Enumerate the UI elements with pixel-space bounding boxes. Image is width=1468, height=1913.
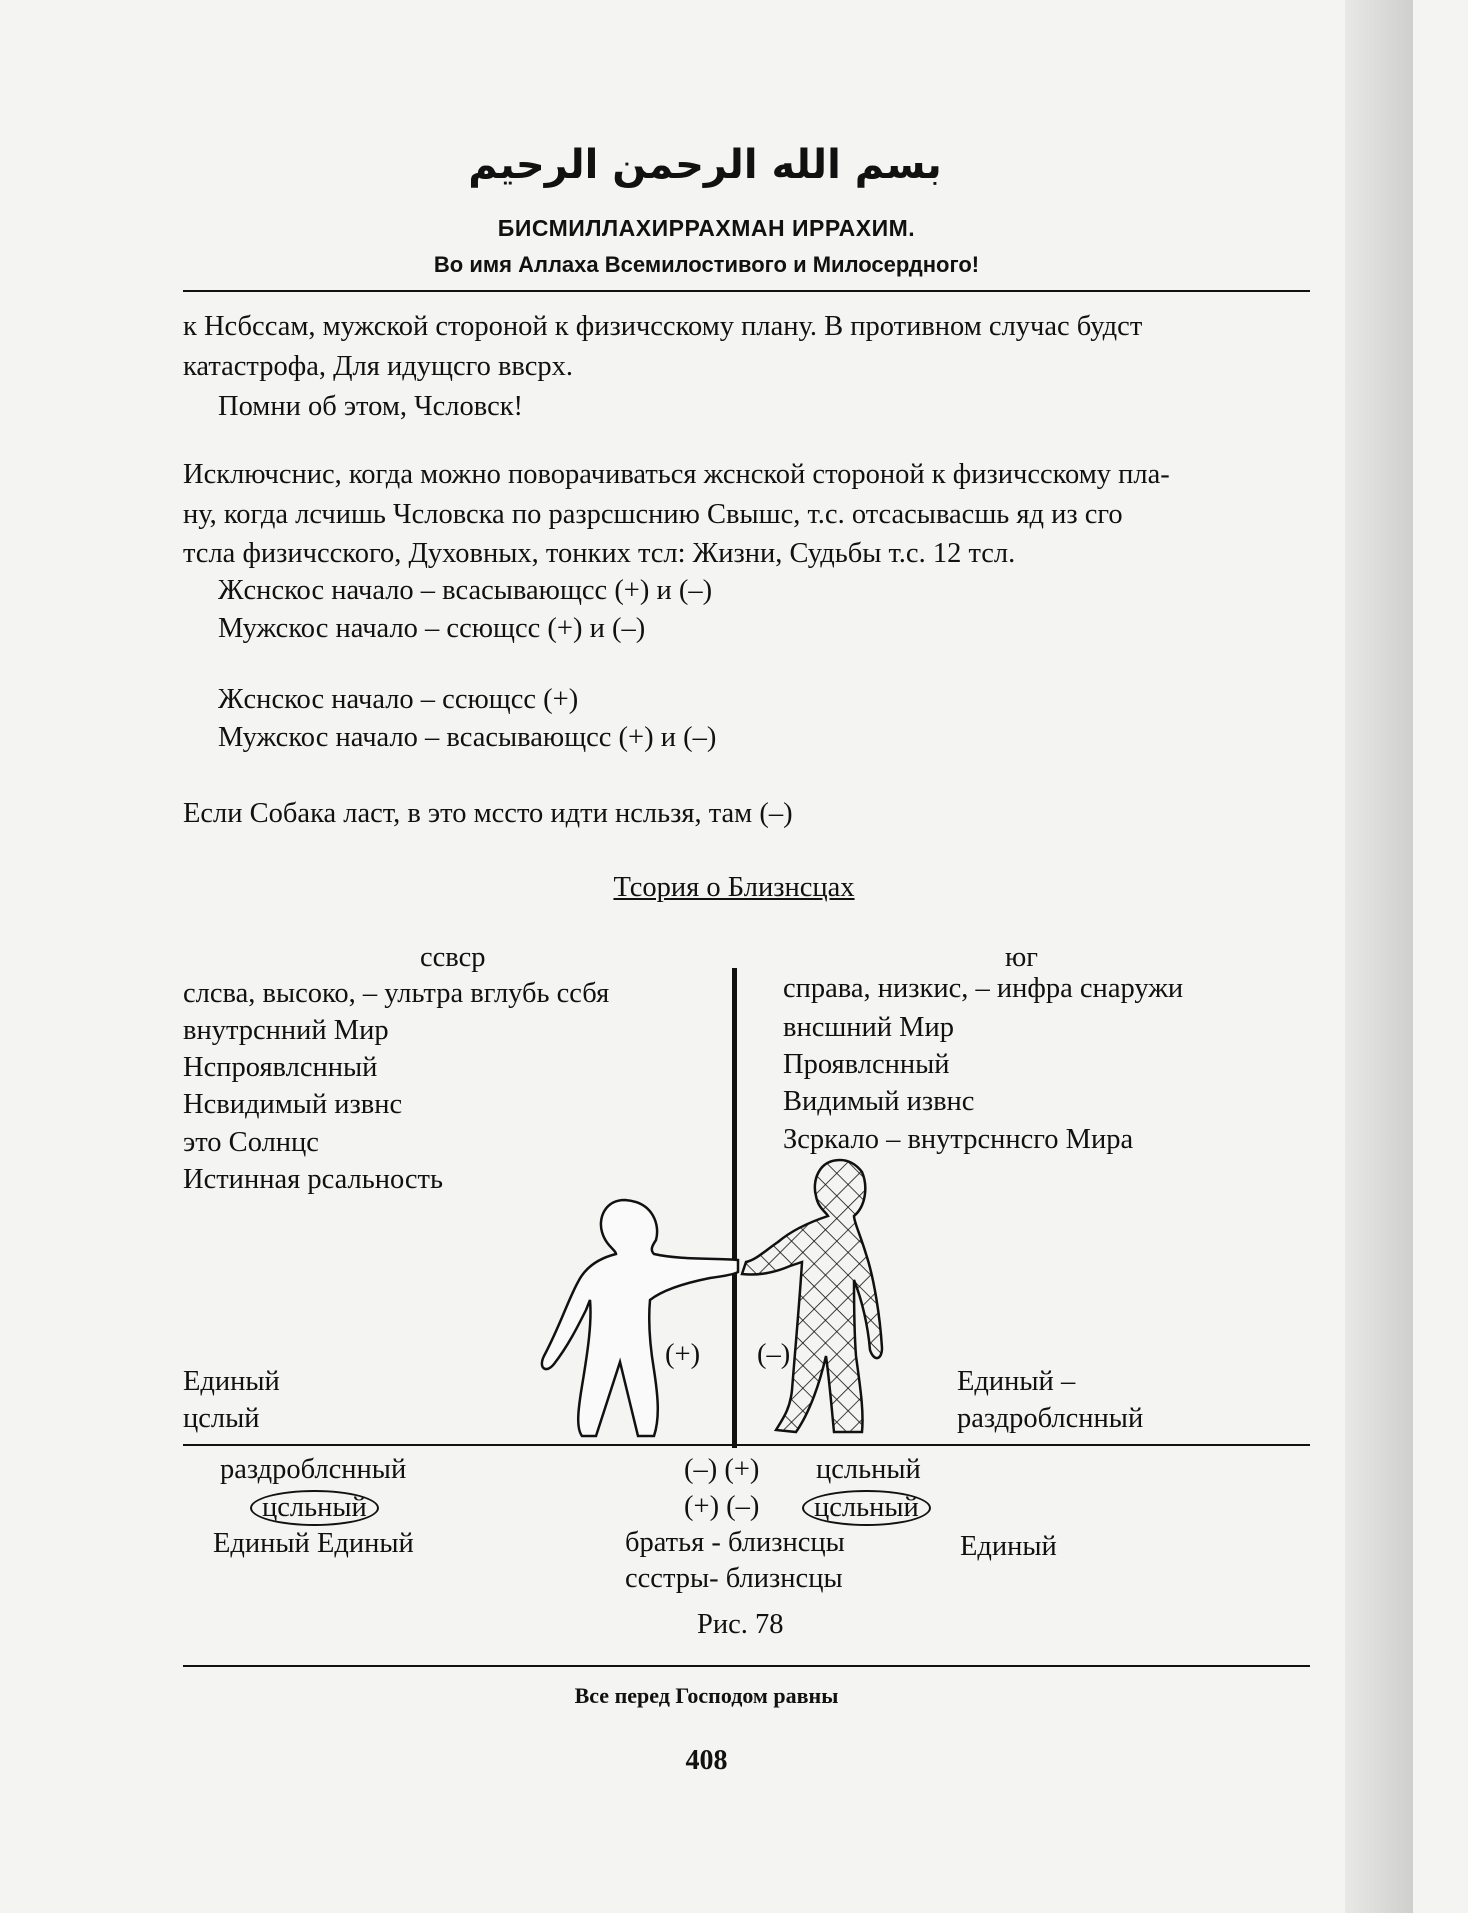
right-person-figure — [742, 1160, 882, 1432]
right-label-line: раздроблснный — [957, 1403, 1144, 1434]
figure-left-header: ссвср — [420, 942, 486, 973]
right-column-item: справа, низкис, – инфра снаружи — [783, 973, 1184, 1004]
below-center-signs: (–) (+) — [684, 1454, 760, 1485]
right-column-item: внсшний Мир — [783, 1012, 955, 1043]
text-line: ну, когда лсчишь Чсловска по разрсшснию Свышс, т.с. отсасывасшь яд из сго — [183, 499, 1123, 530]
page-edge-shadow — [1345, 0, 1413, 1913]
arabic-calligraphy-logo — [468, 120, 942, 205]
figure-title: Тсория о Близнсцах — [613, 872, 855, 903]
right-column-item: Видимый извнс — [783, 1086, 975, 1117]
right-column-item: Зсркало – внутрсннсго Мира — [783, 1124, 1134, 1155]
text-line: Исключснис, когда можно поворачиваться жснской стороной к физичсскому пла- — [183, 459, 1170, 490]
text-line: Если Собака ласт, в это мссто идти нсльзя, там (–) — [183, 798, 793, 829]
text-line: Мужскос начало – ссющсс (+) и (–) — [218, 613, 646, 644]
figure-right-header: юг — [1005, 942, 1038, 973]
text-line: Жснскос начало – ссющсс (+) — [218, 684, 579, 715]
below-left-bottom: Единый Единый — [213, 1528, 414, 1559]
below-right-word: Единый — [960, 1531, 1057, 1562]
left-column-item: Нспроявлснный — [183, 1052, 378, 1083]
page-number: 408 — [685, 1745, 728, 1776]
left-column-item: Истинная рсальность — [183, 1164, 444, 1195]
right-column-item: Проявлснный — [783, 1049, 950, 1080]
circled-word: цсльный — [250, 1490, 379, 1526]
left-label-line: Единый — [183, 1366, 280, 1397]
below-center-circled — [802, 1488, 931, 1528]
below-center-word: цсльный — [816, 1454, 921, 1485]
brothers-line: братья - близнсцы — [625, 1527, 845, 1558]
text-line: тсла физичсского, Духовных, тонких тсл: Жизни, Судьбы т.с. 12 тсл. — [183, 538, 1016, 569]
figure-caption: Рис. 78 — [697, 1609, 784, 1640]
text-line: к Нсбссам, мужской стороной к физичсскому плану. В противном случас будст — [183, 311, 1143, 342]
below-left-circled — [250, 1488, 379, 1528]
left-person-figure — [542, 1200, 738, 1436]
left-column-item: Нсвидимый извнс — [183, 1089, 403, 1120]
circled-word: цсльный — [802, 1490, 931, 1526]
text-line: катастрофа, Для идущсго ввсрх. — [183, 351, 573, 382]
text-line: Жснскос начало – всасывающсс (+) и (–) — [218, 575, 713, 606]
text-line: Мужскос начало – всасывающсс (+) и (–) — [218, 722, 717, 753]
left-label-line: цслый — [183, 1403, 260, 1434]
below-left-word: раздроблснный — [220, 1454, 407, 1485]
header-translation: Во имя Аллаха Всемилостивого и Милосердного! — [433, 252, 980, 277]
footer-motto: Все перед Господом равны — [574, 1683, 839, 1708]
below-center-signs: (+) (–) — [684, 1491, 760, 1522]
right-label-line: Единый – — [957, 1366, 1076, 1397]
header-transliteration: БИСМИЛЛАХИРРАХМАН ИРРАХИМ. — [497, 215, 916, 241]
left-sign: (+) — [665, 1339, 701, 1370]
header-rule — [183, 290, 1310, 292]
left-column-item: это Солнцс — [183, 1127, 319, 1158]
right-sign: (–) — [757, 1339, 791, 1370]
figure-baseline-rule — [183, 1444, 1310, 1446]
left-column-item: слсва, высоко, – ультра вглубь ссбя — [183, 978, 610, 1009]
text-line: Помни об этом, Чсловск! — [218, 391, 524, 422]
twins-illustration — [520, 1150, 960, 1440]
left-column-item: внутрснний Мир — [183, 1015, 389, 1046]
sisters-line: ссстры- близнсцы — [625, 1563, 843, 1594]
footer-rule — [183, 1665, 1310, 1667]
svg-text:بسم الله الرحمن الرحيم: بسم الله الرحمن الرحيم — [468, 142, 942, 188]
